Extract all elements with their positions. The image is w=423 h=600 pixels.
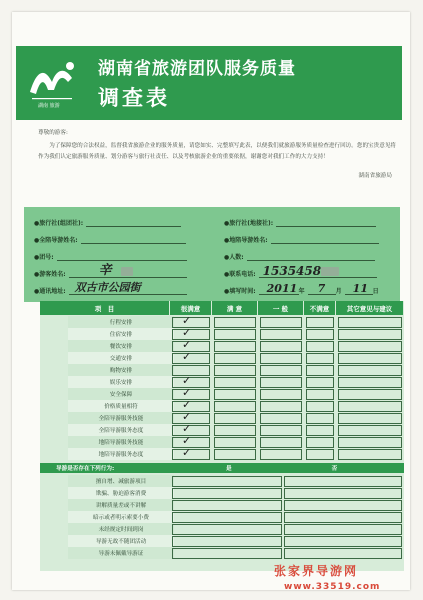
- behavior-yes-cell[interactable]: [172, 488, 282, 499]
- behavior-no-cell[interactable]: [284, 548, 402, 559]
- behavior-yes-cell[interactable]: [172, 524, 282, 535]
- date-year-value: 2011: [266, 282, 298, 295]
- rating-cell-satisfied[interactable]: [214, 401, 256, 412]
- rating-cell-satisfied[interactable]: [214, 437, 256, 448]
- rating-cell-comments[interactable]: [338, 317, 402, 328]
- date-day-value: 11: [352, 282, 368, 295]
- behavior-row-label: 导游未佩戴导游证: [68, 547, 174, 559]
- check-mark-icon: ✓: [182, 326, 192, 339]
- rating-cell-comments[interactable]: [338, 329, 402, 340]
- check-mark-icon: ✓: [182, 374, 192, 387]
- rating-cell-unsatisfied[interactable]: [306, 329, 334, 340]
- date-month-value: 7: [317, 282, 326, 295]
- behavior-yes-cell[interactable]: [172, 536, 282, 547]
- rating-cell-average[interactable]: [260, 401, 302, 412]
- title-line-2: 调查表: [98, 86, 170, 110]
- header-unsatisfied: 不满意: [304, 301, 335, 315]
- rating-row-label: 全陪导游服务态度: [68, 424, 174, 436]
- behavior-yes-cell[interactable]: [172, 500, 282, 511]
- section2-title: 导游是否存在下列行为:: [56, 466, 115, 472]
- section2-no-header: 否: [331, 466, 338, 472]
- behavior-row-label: 讲解质量差或不讲解: [68, 499, 174, 511]
- check-mark-icon: ✓: [182, 434, 192, 447]
- check-mark-icon: ✓: [182, 422, 192, 435]
- header-average: 一 般: [258, 301, 303, 315]
- rating-cell-average[interactable]: [260, 341, 302, 352]
- rating-row-label: 安全保障: [68, 388, 174, 400]
- check-mark-icon: ✓: [182, 314, 192, 327]
- rating-cell-comments[interactable]: [338, 341, 402, 352]
- rating-cell-comments[interactable]: [338, 401, 402, 412]
- rating-cell-satisfied[interactable]: [214, 389, 256, 400]
- field-group-no[interactable]: ●团号:: [34, 251, 187, 261]
- rating-cell-unsatisfied[interactable]: [306, 317, 334, 328]
- header-comments: 其它意见与建议: [336, 301, 403, 315]
- title-line-1: 湖南省旅游团队服务质量: [98, 59, 296, 79]
- rating-cell-unsatisfied[interactable]: [306, 437, 334, 448]
- behavior-no-cell[interactable]: [284, 500, 402, 511]
- rating-row-label: 地陪导游服务态度: [68, 448, 174, 460]
- section2-yes-header: 是: [226, 466, 232, 472]
- rating-cell-unsatisfied[interactable]: [306, 389, 334, 400]
- visitor-name-value: 辛: [98, 263, 112, 278]
- check-mark-icon: ✓: [182, 446, 192, 459]
- rating-cell-satisfied[interactable]: [214, 413, 256, 424]
- behavior-no-cell[interactable]: [284, 512, 402, 523]
- behavior-yes-cell[interactable]: [172, 476, 282, 487]
- rating-cell-average[interactable]: [260, 425, 302, 436]
- field-visitor-name[interactable]: ●游客姓名: 辛: [34, 268, 187, 278]
- phone-value: 1535458: [262, 264, 322, 278]
- field-local-guide[interactable]: ●地陪导游姓名:: [224, 234, 379, 244]
- rating-row-label: 价格质量相符: [68, 400, 174, 412]
- field-people[interactable]: ●人数:: [224, 251, 375, 261]
- rating-cell-average[interactable]: [260, 353, 302, 364]
- intro-greeting: 尊敬的游客:: [38, 130, 68, 136]
- rating-cell-satisfied[interactable]: [214, 365, 256, 376]
- check-mark-icon: ✓: [182, 398, 192, 411]
- rating-row-label: 娱乐安排: [68, 376, 174, 388]
- behavior-row-label: 欺骗、胁迫游客消费: [68, 487, 174, 499]
- section2-header: [40, 463, 404, 473]
- rating-row-label: 交通安排: [68, 352, 174, 364]
- logo-caption: 湖南 旅游: [38, 103, 60, 109]
- rating-cell-comments[interactable]: [338, 377, 402, 388]
- rating-cell-unsatisfied[interactable]: [306, 449, 334, 460]
- rating-cell-average[interactable]: [260, 329, 302, 340]
- check-mark-icon: ✓: [182, 410, 192, 423]
- rating-row-label: 行程安排: [68, 316, 174, 328]
- rating-cell-comments[interactable]: [338, 425, 402, 436]
- rating-cell-average[interactable]: [260, 377, 302, 388]
- rating-cell-average[interactable]: [260, 449, 302, 460]
- header-item: 项 目: [40, 301, 169, 315]
- behavior-yes-cell[interactable]: [172, 548, 282, 559]
- rating-row-label: 住宿安排: [68, 328, 174, 340]
- rating-cell-comments[interactable]: [338, 449, 402, 460]
- behavior-row-label: 擅自增、减旅游项目: [68, 475, 174, 487]
- rating-cell-satisfied[interactable]: [214, 377, 256, 388]
- behavior-no-cell[interactable]: [284, 476, 402, 487]
- field-fill-date[interactable]: ●填写时间: 2011 年 7 月 11 日: [224, 282, 379, 295]
- header-satisfied: 满 意: [212, 301, 257, 315]
- rating-cell-satisfied[interactable]: [214, 425, 256, 436]
- rating-cell-average[interactable]: [260, 317, 302, 328]
- rating-row-label: 购物安排: [68, 364, 174, 376]
- rating-cell-unsatisfied[interactable]: [306, 365, 334, 376]
- footer-url[interactable]: www.33519.com: [284, 582, 381, 592]
- check-mark-icon: ✓: [182, 338, 192, 351]
- rating-cell-comments[interactable]: [338, 353, 402, 364]
- rating-cell-comments[interactable]: [338, 389, 402, 400]
- rating-cell-comments[interactable]: [338, 365, 402, 376]
- rating-cell-unsatisfied[interactable]: [306, 413, 334, 424]
- rating-cell-unsatisfied[interactable]: [306, 401, 334, 412]
- rating-row-label: 全陪导游服务技能: [68, 412, 174, 424]
- rating-cell-average[interactable]: [260, 413, 302, 424]
- behavior-no-cell[interactable]: [284, 536, 402, 547]
- header-very-satisfied: 很满意: [170, 301, 211, 315]
- field-phone[interactable]: ●联系电话: 1535458: [224, 268, 377, 278]
- check-mark-icon: ✓: [182, 386, 192, 399]
- rating-cell-unsatisfied[interactable]: [306, 341, 334, 352]
- behavior-row-label: 导游无故不随团活动: [68, 535, 174, 547]
- rating-cell-unsatisfied[interactable]: [306, 377, 334, 388]
- rating-cell-satisfied[interactable]: [214, 341, 256, 352]
- rating-cell-average[interactable]: [260, 365, 302, 376]
- rating-cell-unsatisfied[interactable]: [306, 425, 334, 436]
- field-full-guide[interactable]: ●全陪导游姓名:: [34, 234, 186, 244]
- rating-cell-satisfied[interactable]: [214, 353, 256, 364]
- rating-cell-satisfied[interactable]: [214, 329, 256, 340]
- footer-brand: 张家界导游网: [274, 564, 359, 578]
- field-address[interactable]: ●通讯地址: 双古市公园街: [34, 285, 187, 295]
- rating-cell-average[interactable]: [260, 437, 302, 448]
- intro-signature: 湖南省旅游局: [358, 173, 392, 179]
- field-agency-local[interactable]: ●旅行社(地接社):: [224, 217, 376, 227]
- rating-cell-comments[interactable]: [338, 413, 402, 424]
- behavior-no-cell[interactable]: [284, 488, 402, 499]
- rating-cell-unsatisfied[interactable]: [306, 353, 334, 364]
- intro-body: 为了保障您的合法权益，监督我省旅游企业的服务质量，请您如实、完整填写此表，以便我们就旅游服务质量检查进行回访。您的宝贵意见将作为我们认定旅游服务质量、划分游客与旅行社责任、以及考核旅游企业的重要依据，谢谢您对我们工作的大力支持！: [38, 143, 397, 160]
- rating-row-label: 餐饮安排: [68, 340, 174, 352]
- rating-row-label: 地陪导游服务技能: [68, 436, 174, 448]
- rating-cell-satisfied[interactable]: [214, 317, 256, 328]
- rating-cell-average[interactable]: [260, 389, 302, 400]
- check-mark-icon: ✓: [182, 350, 192, 363]
- behavior-row-label: 未经规定时间到岗: [68, 523, 174, 535]
- field-agency-group[interactable]: ●旅行社(组团社):: [34, 217, 181, 227]
- behavior-yes-cell[interactable]: [172, 512, 282, 523]
- behavior-no-cell[interactable]: [284, 524, 402, 535]
- rating-cell-comments[interactable]: [338, 437, 402, 448]
- behavior-row-label: 暗示或者明示索要小费: [68, 511, 174, 523]
- address-value: 双古市公园街: [74, 281, 141, 294]
- rating-cell-satisfied[interactable]: [214, 449, 256, 460]
